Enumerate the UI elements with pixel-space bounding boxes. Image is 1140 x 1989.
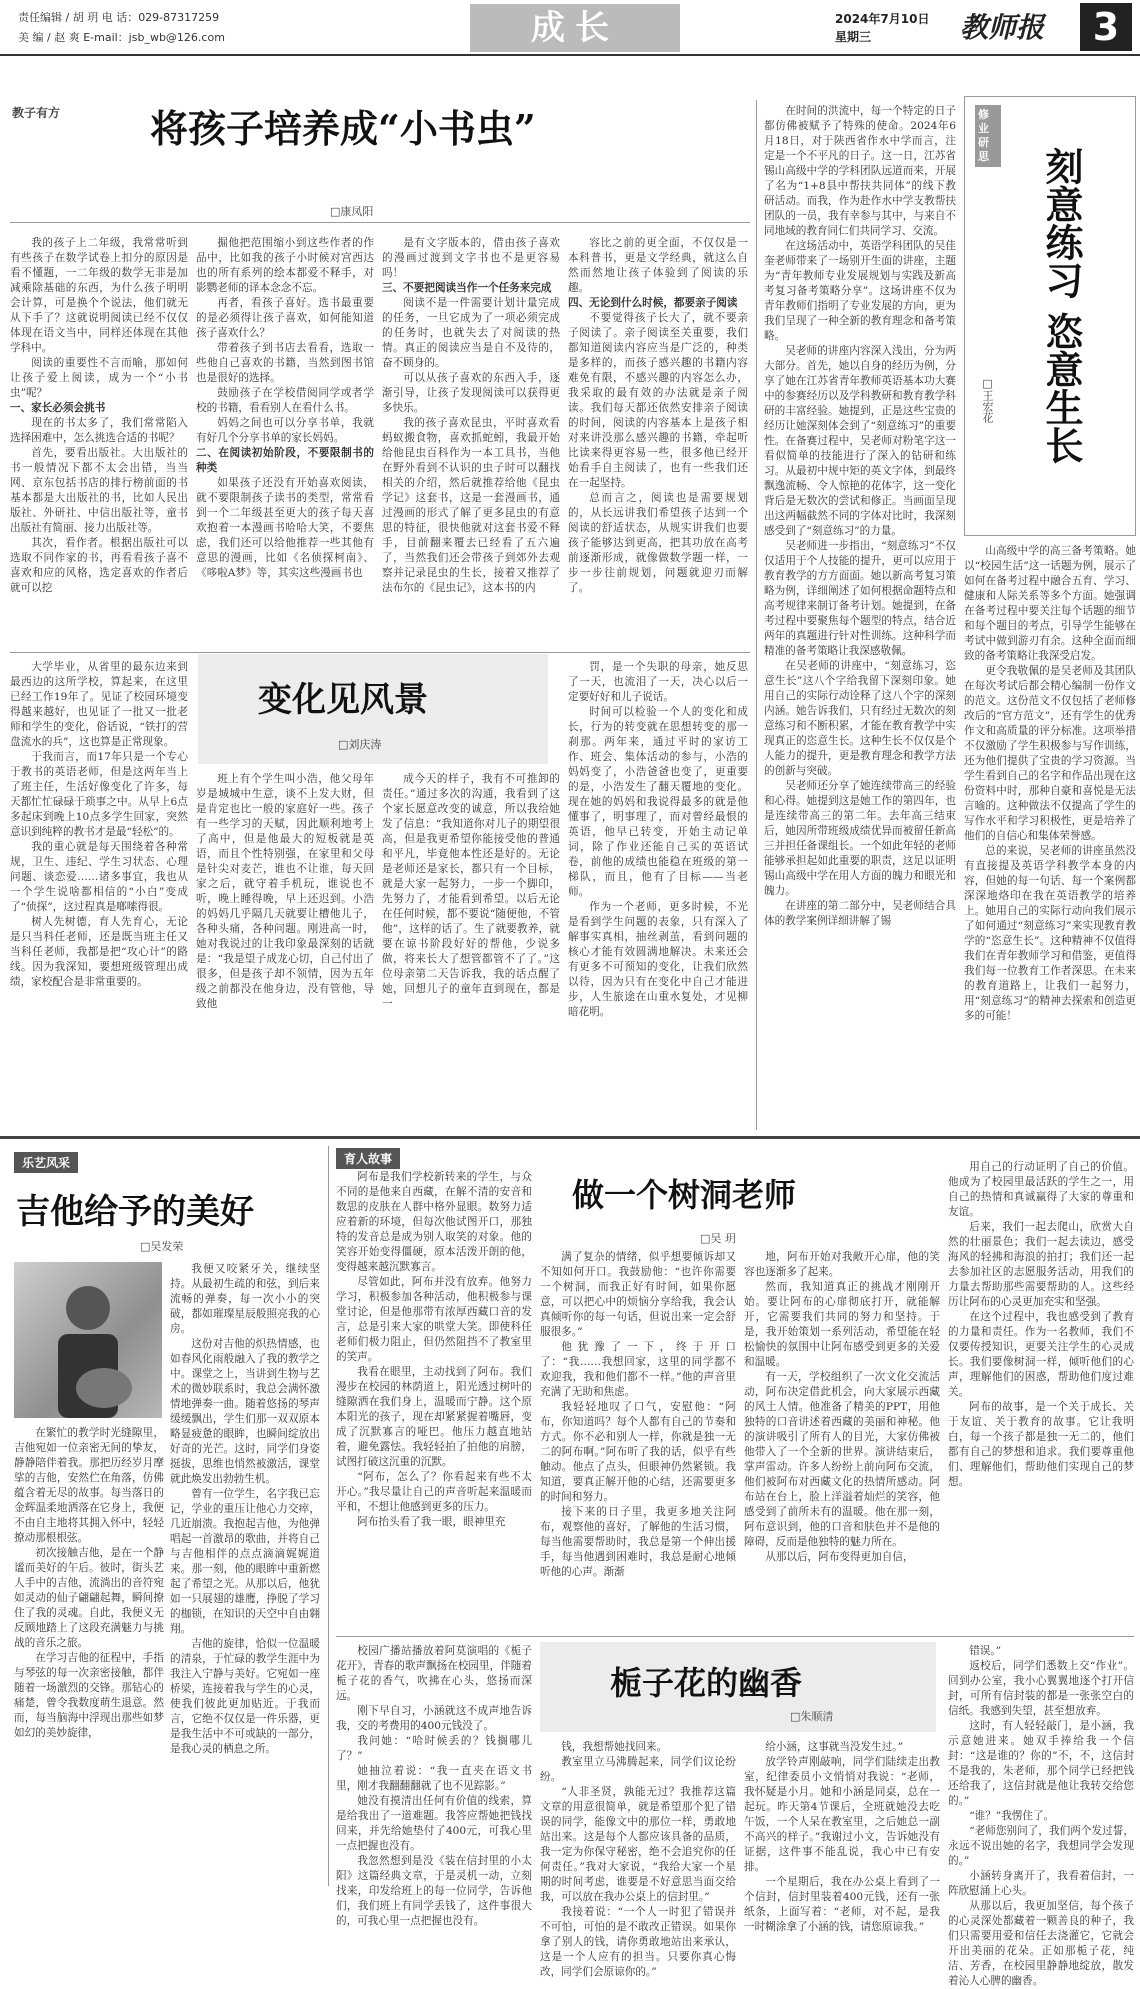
paragraph: 这份对吉他的炽热情感，也如春风化雨般融入了我的教学之中。课堂之上，当讲到生物与艺术的微妙联系时，我总会满怀激情地弹奏一曲。随着悠扬的琴声缓缓飘出，学生们那一双双原本略显疲惫的眼眸，也瞬间绽放出好奇的光芒。这时，同学们身姿挺拔，思维也悄然被激活，课堂就此焕发出勃勃生机。 — [170, 1338, 320, 1485]
a2-column-1 — [10, 660, 188, 1130]
column-tag-parenting: 教子有方 — [12, 106, 61, 120]
author-photo — [14, 1262, 162, 1418]
paragraph: 她抽泣着说：“我一直夹在语文书里，刚才我翻翻翻就了也不见踪影。” — [336, 1765, 532, 1792]
column-tag-study: 修业 研思 — [975, 105, 1001, 167]
paragraph: “谁？”我愣住了。 — [969, 1810, 1055, 1822]
paragraph: 我的重心就是每天围绕着各种常规，卫生、违纪、学生习状态、心理问题、谈恋爱……诸多事宜，我也从一个学生说啥都相信的“小白”变成了“侦探”，这过程真是啷嗦得很。 — [10, 841, 188, 913]
paragraph: 容比之前的更全面，不仅仅是一本科普书，更是文学经典，就这么自然而然地让孩子体验到了阅读的乐趣。 — [568, 237, 748, 294]
byline-wu-fa: □吴发荣 — [140, 1240, 184, 1253]
paragraph: 在这个过程中，我也感受到了教育的力量和责任。作为一名教师，我们不仅要传授知识，更要关注学生的心灵成长。我们要像树洞一样，倾听他们的心声，理解他们的困惑，帮助他们度过难关。 — [948, 1311, 1134, 1398]
a1-column-1 — [10, 236, 188, 646]
paragraph: 妈妈之间也可以分享书单，我就有好几个分享书单的家长妈妈。 — [196, 417, 374, 444]
paragraph: 然而，我知道真正的挑战才刚刚开始。要让阿布的心扉彻底打开，就能解开，它需要我们共同的努力和坚持。于是，我开始策划一系列活动，希望能在轻松愉快的氛围中让阿布感受到更多的关爱和温暖。 — [744, 1281, 940, 1368]
article-title-guitar: 吉他给予的美好 — [16, 1192, 254, 1232]
paragraph: 在这场活动中，英语学科团队的吴佳奎老师带来了一场别开生面的讲座，主题为“青年教师专业发展规划与实践及新高考复习备考策略分享”。这场讲座不仅为青年教师们指明了专业发展的方向，更为我们呈现了一种全新的教育理念和备考策略。 — [764, 240, 956, 342]
paragraph: 从那以后，我更加坚信，每个孩子的心灵深处都藏着一颗善良的种子，我们只需要用爱和信任去浇灌它，它就会开出美丽的花朵。正如那栀子花，纯洁、芳香，在校园里静静地绽放，散发着沁人心脾的幽香。 — [948, 1900, 1134, 1987]
paragraph: 吴老师还分享了她连续带高三的经验和心得。她提到这是她工作的第四年，也是连续带高三的第二年。去年高三结束后，她因所带班级成绩优异而被留任新高三并担任备课组长。一个如此年轻的老师能够承担起如此重要的职责，这足以证明锡山高级中学在用人方面的魄力和眼光和魄力。 — [764, 780, 956, 897]
paragraph: 阅读不是一件需要计划计量完成的任务，一旦它成为了一项必须完成的任务时，也就失去了对阅读的热情。真正的阅读应当是自不及待的，奋不顾身的。 — [382, 297, 560, 369]
paragraph: “人非圣贤，孰能无过？我推荐这篇文章的用意很简单，就是希望那个犯了错误的同学，能像文中的那位一样，勇敢地站出来。这是每个人都应该具备的品质，我一定为你保守秘密，绝不会追究你的任何责任。”我对大家说，“我给大家一个星期的时间考虑，谁要是不好意思当面交给我，可以放在我办公桌上的信封里。” — [540, 1786, 736, 1903]
section-separator — [0, 1136, 1140, 1139]
paragraph: 是有文字版本的，借由孩子喜欢的漫画过渡到文字书也不是更容易吗！ — [382, 237, 560, 279]
paragraph: 校园广播站播放着阿莫演唱的《栀子花开》，青春的歌声飘扬在校园里，伴随着栀子花的香气，吹拂在心头，悠扬而深远。 — [336, 1645, 532, 1702]
paragraph: 在讲座的第二部分中，吴老师结合具体的教学案例详细讲解了锡 — [764, 900, 956, 927]
paragraph: “阿布，怎么了？你看起来有些不太开心。”我尽量让自己的声音听起来温暖而平和，不想让他感到更多的压力。 — [336, 1471, 532, 1513]
a5-column-3 — [744, 1250, 940, 1630]
editor-line: 责任编辑 / 胡 玥 电 话：029-87317259 — [18, 11, 220, 24]
paragraph: 阿布是我们学校新转来的学生，与众不同的是他来自西藏，在解不清的安音和数思的皮肤在人群中格外显眼。数努力适应着新的环境，但每次他试图开口，那独特的发音总是成为别人取笑的对象。他的笑容开始变得僵硬，原本活泼开朗的他，变得越来越沉默寡言。 — [336, 1171, 532, 1273]
divider — [10, 222, 750, 223]
byline-liu: □刘庆涛 — [338, 738, 382, 751]
paragraph: 小涵转身离开了，我看着信封，一阵欣慰涌上心头。 — [948, 1870, 1134, 1897]
paragraph: 树人先树德，育人先育心，无论是只当科任老师，还是既当班主任又当科任老师，我都是把“攻心计”的路线。因为我深知，要想班级管理出成绩，家校配合是非常重要的。 — [10, 916, 188, 988]
paragraph: 吴老师的讲座内容深入浅出，分为两大部分。首先，她以自身的经历为例，分享了她在江苏省青年教师英语基本功大赛中的参赛经历以及学科教研和教育教学科研的丰富经验。她提到，正是这些宝贵的经历让她深刻体会到了“刻意练习”的重要性。在备赛过程中，吴老师对粉笔字这一看似简单的技能进行了深入的钻研和练习。从最初中规中矩的英文字体，到最终飘逸流畅、令人惊艳的花体字，这一变化背后是无数次的尝试和修正。当画面呈现出这两幅截然不同的字体对比时，我深刻感受到了“刻意练习”的力量。 — [764, 345, 956, 537]
a2-title-panel — [198, 654, 548, 764]
paragraph: 再者，看孩子喜好。选书最重要的是必须得让孩子喜欢，如何能知道孩子喜欢什么？ — [196, 297, 374, 339]
vertical-divider — [756, 100, 757, 1130]
a2-column-3 — [382, 772, 560, 1130]
paragraph: 班上有个学生叫小浩，他父母年岁是城城中生意，谈不上发大财，但是肯定也比一般的家庭好一些。孩子有一些学习的天赋，因此顺利地考上了高中，但是他最大的短板就是英语，而且个性特别强，在家里和父母是针尖对麦芒，谁也不让谁，每天回家之后，就守着手机玩，谁说也不听，晚上睡得晚，早上还迟到。小浩的妈妈几乎隔几天就要让槽他儿子，各种头痛，各种问题。刚进高一时，她对我说过的让我印象最深刻的话就是：“我是望子成龙心切，自己付出了很多，但是孩子却不领情，因为五年级之前都没在他身边，没有管他，导致他 — [196, 773, 374, 1010]
masthead-logo: 教师报 — [960, 11, 1045, 44]
article-title-bookworm: 将孩子培养成“小书虫” — [150, 106, 536, 151]
paragraph: 我轻轻地叹了口气，安慰他：“阿布，你知道吗？每个人都有自己的节奏和方式。你不必和别人一样，你就是独一无二的阿布啊。”阿布听了我的话，似乎有些触动。他点了点头，但眼神仍然紧锁。我知道，要真正解开他的心结，还需要更多的时间和努力。 — [540, 1401, 736, 1503]
paragraph: 从那以后，阿布变得更加自信， — [765, 1551, 914, 1563]
paragraph: 于我而言，而17年只是一个专心于教书的英语老师，但是这两年当上了班主任，生活好像变化了许多，每天都忙忙碌碌于琐事之中。从早上6点多起床到晚上10点多学生回家，突然意识到纯粹的教书才是最“轻松”的。 — [10, 751, 188, 838]
subheading: 三、不要把阅读当作一个任务来完成 — [382, 282, 552, 294]
column-tag-story: 育人故事 — [336, 1148, 400, 1169]
paragraph: 她没有摸清出任何有价值的线索，算是给我出了一道难题。我答应帮她把钱找回来，并先给她垫付了400元，可我心里一点把握也没有。 — [336, 1795, 532, 1852]
paragraph: 其次，看作者。根据出版社可以选取不同作家的书，再看看孩子喜不喜欢和应的风格，选定喜欢的作者后就可以挖 — [10, 537, 188, 594]
paragraph: 这时，有人轻轻敲门，是小涵，我示意她进来。她双手捧给我一个信封：“这是谁的？你的”不，不，这信封不是我的，朱老师，那个同学已经把钱还给我了，这信封就是他让我转交给您的。” — [948, 1720, 1134, 1807]
paragraph: 我看在眼里，主动找到了阿布。我们漫步在校园的林荫道上，阳光透过树叶的缝隙洒在我们身上，温暖而宁静。这个原本阳光的孩子，现在却紧紧握着嘴唇，变成了沉默寡言的哑巴。他压力越直地站着，避免露怯。我轻轻拍了拍他的肩膀，试图打破这沉重的沉默。 — [336, 1366, 532, 1468]
paragraph: 我的孩子喜欢昆虫，平时喜欢看蚂蚁搬食物，喜欢抓蛇蚓，我最开始给他昆虫百科作为一本工具书，当他在野外看到不认识的虫子时可以翻找相关的介绍，然后就推荐给他《昆虫学记》这套书，这是一套漫画书，通过漫画的形式了解了更多昆虫的有意思的特征，很快他就对这套书爱不释手，目前翻来覆去已经看了五六遍了，当然我们还会带孩子到郊外去观察并记录昆虫的生长，接着又推荐了法布尔的《昆虫记》，这本书的内 — [382, 417, 560, 594]
page-number: 3 — [1080, 3, 1132, 51]
a6-column-4 — [948, 1644, 1134, 1987]
paragraph: 我便又咬紧牙关，继续坚持。从最初生疏的和弦，到后来流畅的弹奏，每一次小小的突破，都如璀璨星辰般照亮我的心房。 — [170, 1263, 320, 1335]
paragraph: 总而言之，阅读也是需要规划的，从长远讲我们希望孩子达到一个阅读的舒适状态，从规实讲我们也要孩子能够达到更高，把其功放在高考前逐渐形成，就像做数学题一样，一步一步往前规划，问题就迎刃而解了。 — [568, 492, 748, 594]
a5-column-1 — [336, 1170, 532, 1630]
paragraph: 地，阿布开始对我敞开心扉，他的笑容也逐渐多了起来。 — [744, 1251, 940, 1278]
a1-column-2 — [196, 236, 374, 646]
paragraph: 可以从孩子喜欢的东西入手，逐渐引导，让孩子发现阅读可以获得更多快乐。 — [382, 372, 560, 414]
paragraph: 带着孩子到书店去看看，选取一些他自己喜欢的书籍，当然到图书馆也是很好的选择。 — [196, 342, 374, 384]
a3-column-1 — [764, 104, 956, 1130]
paragraph: 他犹豫了一下，终于开口了：“我……我想回家，这里的同学都不欢迎我，我和他们都不一样。”他的声音里充满了无助和焦虑。 — [540, 1341, 736, 1398]
a6-column-2 — [540, 1740, 736, 1978]
paragraph: 成今天的样子，我有不可推卸的责任。”通过多次的沟通，我看到了这个家长愿意改变的诚意，所以我给她发了信息：“我知道你对儿子的期望很高，但是我更希望你能接受他的普通和平凡，毕竟他本性还是好的。无论是老师还是家长，都只有一个目标，就是大家一起努力，一步一个脚印，先努力了，才能看到希望。以后无论在任何时候，都不要说“随便他，不管他”，这样的话了。生了就要教养，就要在谅书阶段好好的帮他，少说多做，将来长大了想管都管不了了。”这位母亲第二天告诉我，我的话点醒了她，回想儿子的童年直到现在，都是一 — [382, 773, 560, 1010]
subheading: 一、家长必须会挑书 — [10, 402, 106, 414]
a3-title-box — [964, 96, 1136, 536]
paragraph: 如果孩子还没有开始喜欢阅读，就不要限制孩子读书的类型，常常看到一个二年级甚至更大的孩子每天喜欢抱着一本漫画书哈哈大笑，不要焦虑，我们还可以给他推荐一些其他有意思的漫画，比如《名侦探柯南》、《哆啦A梦》等，其实这些漫画书也 — [196, 477, 374, 579]
paragraph: 用自己的行动证明了自己的价值。他成为了校园里最活跃的学生之一，用自己的热情和真诚赢得了大家的尊重和友谊。 — [948, 1161, 1134, 1218]
guitarist-icon — [14, 1262, 162, 1418]
paragraph: 放学铃声刚敲响，同学们陆续走出教室，纪律委员小文悄悄对我说：“老师，我怀疑是小月。她和小涵是同桌，总在一起玩。昨天第4节课后，全班就她没去吃午饭，一个人呆在教室里，之后她总一副不高兴的样子。”我谢过小文，告诉她没有证据，这件事不能乱说，我心中已有安排。 — [744, 1756, 940, 1873]
paragraph: 在繁忙的教学时光缝隙里，吉他宛如一位亲密无间的挚友，静静陪伴着我。那把历经岁月摩挲的吉他，安然伫在角落，仿佛蕴含着无尽的故事。每当落日的金辉温柔地洒落在它身上，我便不由自主地将其拥入怀中，轻轻撩动那根根弦。 — [14, 1427, 164, 1544]
paragraph: 教室里立马沸腾起来，同学们议论纷纷。 — [540, 1756, 736, 1783]
a5-column-4 — [948, 1160, 1134, 1630]
paragraph: 阿布抬头看了我一眼，眼神里充 — [357, 1516, 506, 1528]
paragraph: 返校后，同学们悉数上交“作业”。回到办公室，我小心翼翼地逐个打开信封，可所有信封装的都是一张张空白的信纸。我感到失望，甚至想放弃。 — [948, 1660, 1134, 1717]
editor-info — [18, 8, 225, 48]
paragraph: 我接着说：“一个人一时犯了错误并不可怕，可怕的是不敢改正错误。如果你拿了别人的钱，请你勇敢地站出来承认，这是一个人应有的担当。只要你真心悔改，同学们会原谅你的。” — [540, 1906, 736, 1978]
a1-column-4 — [568, 236, 748, 646]
page-header — [0, 0, 1140, 56]
date-text: 2024年7月10日 — [835, 12, 930, 26]
a2-column-2 — [196, 772, 374, 1130]
a3-column-2 — [964, 544, 1136, 1130]
paragraph: 鼓励孩子在学校借阅同学或者学校的书籍，看看别人在看什么书。 — [196, 387, 374, 414]
column-tag-music: 乐艺风采 — [14, 1152, 78, 1173]
article-title-practice: 刻意练习 恣意生长 — [1039, 147, 1084, 465]
paragraph: 在时间的洪流中，每一个特定的日子都仿佛被赋予了特殊的使命。2024年6月18日，对于陕西省作水中学而言，注定是一个不平凡的日子。这一日，江苏省锡山高级中学的学科团队远道而来，开展了名为“1+8县中帮扶共同体”的线下教研活动。而我，作为赴作水中学支教帮扶团队的一员，我有幸参与其中，与来自不同地域的教育同仁们共同学习、交流。 — [764, 105, 956, 237]
byline-wu-yue: □吴 玥 — [700, 1232, 736, 1245]
paragraph: 后来，我们一起去爬山，欣赏大自然的壮丽景色；我们一起去读边，感受海风的轻拂和海浪的拍打；我们还一起去参加社区的志愿服务活动，用我们的力量去帮助那些需要帮助的人。这些经历让阿布的心灵更加充实和坚强。 — [948, 1221, 1134, 1308]
subheading: 二、在阅读初始阶段，不要限制书的种类 — [196, 447, 374, 474]
paragraph: 给小涵，这事就当没发生过。” — [765, 1741, 904, 1753]
a6-column-3 — [744, 1740, 940, 1933]
paragraph: 大学毕业，从省里的最东边来到最西边的这所学校，算起来，在这里已经工作19年了。见证了校园环境变得越来越好，也见证了一批又一批老师和学生的变化，俗话说，“铁打的营盘流水的兵”，这也算是正常现象。 — [10, 661, 188, 748]
paragraph: 接下来的日子里，我更多地关注阿布，观察他的喜好，了解他的生活习惯，每当他需要帮助时，我总是第一个伸出援手，每当他遇到困难时，我总是耐心地倾听他的心声。渐渐 — [540, 1506, 736, 1578]
a4-column-2 — [170, 1262, 320, 1886]
paragraph: 吉他的旋律，恰似一位温暖的清泉，于忙碌的教学生涯中为我注入宁静与美好。它宛如一座桥梁，连接着我与学生的心灵，使我们彼此更加贴近。于我而言，它绝不仅仅是一件乐器，更是我生活中不可或缺的一部分，是我心灵的栖息之所。 — [170, 1638, 320, 1755]
issue-date — [835, 10, 929, 46]
paragraph: 作为一个老师，更多时候，不光是看到学生问题的表象，只有深入了解事实真相，抽丝剥茧，看到问题的核心才能有效圆满地解决。未来还会有更多不可预知的变化，让我们欣然以待，因为只有在变化中自己才能进步，人生旅途在山重水复处，才见柳暗花明。 — [568, 901, 748, 1018]
byline-wang: □王宏花 — [981, 377, 994, 423]
paragraph: 罚，是一个失职的母亲，她反思了一天，也流泪了一天，决心以后一定要好好和儿子说话。 — [568, 661, 748, 703]
paragraph: 尽管如此，阿布并没有放弃。他努力学习，积极参加各种活动，他积极参与课堂讨论，但是他那带有浓厚西藏口音的发言，总是引来大家的哄堂大笑。即使科任老师们极力阻止，但仍然阻挡不了教室里的笑声。 — [336, 1276, 532, 1363]
paragraph: 在学习吉他的征程中，手指与琴弦的每一次亲密接触，都伴随着一场激烈的交锋。那钻心的痛楚，曾令我数度萌生退意。然而，每当脑海中浮现出那些如梦如幻的美妙旋律， — [14, 1652, 164, 1739]
byline-zhu: □朱顺清 — [790, 1710, 834, 1723]
paragraph: 钱，我想帮她找回来。 — [561, 1741, 668, 1753]
paragraph: “老师您别问了，我们两个发过誓，永远不说出她的名字，我想同学会发现的。” — [948, 1825, 1134, 1867]
a5-column-2 — [540, 1250, 736, 1630]
paragraph: 阅读的重要性不言而喻，那如何让孩子爱上阅读，成为一个“小书虫”呢？ — [10, 357, 188, 399]
paragraph: 刚下早自习，小涵就这不成声地告诉我，交的考费用的400元钱没了。 — [336, 1705, 532, 1732]
paragraph: 曾有一位学生，名字我已忘记，学业的重压让他心力交瘁，几近崩溃。我抱起吉他，为他弹唱起一首激昂的歌曲，并将自己与吉他相伴的点点滴滴娓娓道来。那一刻，他的眼眸中重新燃起了希望之光。从那以后，他犹如一只展翅的雄鹰，挣脱了学习的枷锁，在知识的天空中自由翱翔。 — [170, 1488, 320, 1635]
a6-title-panel — [540, 1642, 936, 1732]
section-title: 成长 — [470, 4, 680, 52]
paragraph: 时间可以检验一个人的变化和成长，行为的转变就在思想转变的那一刹那。两年来，通过平时的家访工作、班会、集体活动的参与，小浩的妈妈变了，小浩爸爸也变了，更重要的是，小浩发生了翻天覆地的变化。现在她的妈妈和我说得最多的就是他懂事了，明事理了，而对曾经最恨的英语，他早已转变，开始主动记单词，除了作业还能自己买的英语试卷，前他的成绩也能稳在班级的第一梯队，而且，他有了目标——当老师。 — [568, 706, 748, 898]
paragraph: 阿布的故事，是一个关于成长、关于友谊、关于教育的故事。它让我明白，每一个孩子都是独一无二的，他们都有自己的梦想和追求。我们要尊重他们、理解他们，帮助他们实现自己的梦想。 — [948, 1401, 1134, 1488]
paragraph: 总的来说，吴老师的讲座虽然没有直接提及英语学科教学本身的内容，但她的每一句话、每一个案例都深深地烙印在我在英语教学的培养上。她用自己的实际行动向我们展示了如何通过“刻意练习”来实现教育教学的“恣意生长”。这种精神不仅值得我们在青年教师学习和借鉴，更值得我们每一位教育工作者深思。在未来的教育道路上，让我们一起努力，用“刻意练习”的精神去探索和创造更多的可能！ — [964, 845, 1136, 1022]
a1-column-3 — [382, 236, 560, 646]
paragraph: 我的孩子上二年级，我常常听到有些孩子在数学试卷上扣分的原因是看不懂题，一二年级的数学无非是加减乘除基础的东西，为什么孩子明明会计算，可是换个个说法，他们就无从下手了？这就说明阅读已经不仅仅体现在语文当中，同样还体现在其他学科中。 — [10, 237, 188, 354]
subheading: 四、无论到什么时候，都要亲子阅读 — [568, 297, 738, 309]
article-title-gardenia: 栀子花的幽香 — [610, 1664, 803, 1702]
paragraph: 不要觉得孩子长大了，就不要亲子阅读了。亲子阅读至关重要，我们都知道阅读内容应当是广泛的，种类是多样的，而孩子感兴趣的书籍内容难免有限，不感兴趣的内容怎么办，我采取的最有效的办法就是亲子阅读。我们每天都还依然安排亲子阅读的时间，阅读的内容基本上是孩子相对来讲没那么感兴趣的书籍，牵起听比读来得更容易一些，很多他已经开始看手自主阅读了，也有一些我们还在一起坚持。 — [568, 312, 748, 489]
vertical-divider — [328, 1146, 329, 1886]
a2-column-4 — [568, 660, 748, 1130]
paragraph: 山高级中学的高三备考策略。她以“校园生活”这一话题为例，展示了如何在备考过程中融合五育、学习、健康和人际关系等多个方面。她强调在备考过程中要关注每个话题的细节和每个题目的考点，引导学生能够在考试中做到游刃有余。这种全面而细致的备考策略让我深受启发。 — [964, 545, 1136, 662]
a4-column-1 — [14, 1426, 164, 1886]
designer-line: 美 编 / 赵 爽 E-mail：jsb_wb@126.com — [18, 31, 225, 44]
paragraph: 在吴老师的讲座中，“刻意练习，恣意生长”这八个字给我留下深刻印象。她用自己的实际行动诠释了这八个字的深刻内涵。她告诉我们，只有经过无数次的刻意练习和不断积累，才能在教育教学中实现真正的恣意生长。这种生长不仅仅是个人能力的提升，更是教育理念和教学方法的创新与突破。 — [764, 660, 956, 777]
article-title-change: 变化见风景 — [258, 680, 428, 720]
paragraph: 掘他把范围缩小到这些作者的作品中，比如我的孩子小时候对宫西达也的所有系列的绘本都爱不释手，对影鹦老师的译本念念不忘。 — [196, 237, 374, 294]
paragraph: 一个星期后，我在办公桌上看到了一个信封，信封里装着400元钱，还有一张纸条，上面写着：“老师，对不起，是我一时糊涂拿了小涵的钱，请您原谅我。” — [744, 1876, 940, 1933]
paragraph: 吴老师进一步指出，“刻意练习”不仅仅适用于个人技能的提升，更可以应用于教育教学的方方面面。她以新高考复习策略为例，详细阐述了如何根据命题特点和高考规律来制订备考计划。她提到，在备考过程中要聚焦每个题型的特点，结合近两年的真题进行针对性训练。这种科学而精准的备考策略让我深感敬佩。 — [764, 540, 956, 657]
paragraph: 初次接触吉他，是在一个静谧而美好的午后。彼时，街头艺人手中的吉他，流淌出的音符宛如灵动的仙子翩翩起舞，瞬间撩住了我的灵魂。自此，我便义无反顾地踏上了这段充满魅力与挑战的音乐之旅。 — [14, 1547, 164, 1649]
byline-kang: □康凤阳 — [330, 205, 374, 218]
divider — [10, 652, 750, 653]
paragraph: 更令我敬佩的是吴老师及其团队在每次考试后都会精心编制一份作文的范文。这份范文不仅包括了老师修改后的“官方范文”，还有学生的优秀作文和高质量的评分标准。这项举措不仅激励了学生积极参与写作训练，还为他们提供了宝贵的学习资源。当学生看到自己的名字和作品出现在这份资料中时，那种自豪和喜悦是无法言喻的。这种做法不仅提高了学生的写作水平和学习积极性，更是培养了他们的自信心和集体荣誉感。 — [964, 665, 1136, 842]
paragraph: 我问她：“哈时候丢的？钱搁哪儿了？” — [336, 1735, 532, 1762]
paragraph: 现在的书太多了，我们常常陷入选择困难中，怎么挑选合适的书呢？ — [10, 417, 188, 444]
paragraph: 错误。” — [969, 1645, 1002, 1657]
paragraph: 有一天，学校组织了一次文化交流活动，阿布决定借此机会，向大家展示西藏的风土人情。他准备了精美的PPT，用他独特的口音讲述着西藏的美丽和神秘。他的演讲吸引了所有人的目光，大家仿佛被他带入了一个全新的世界。演讲结束后，掌声雷动。许多人纷纷上前向阿布交流，他们被阿布对西藏文化的热情所感动。阿布站在台上，脸上洋溢着灿烂的笑容，他感受到了前所未有的温暖。他在那一刻，阿布意识到，他的口音和肤色并不是他的障碍，反而是他独特的魅力所在。 — [744, 1371, 940, 1548]
paragraph: 我忽然想到是没《装在信封里的小太阳》这篇经典文章，于是灵机一动，立刻找来，印发给班上的每一位同学，告诉他们，我们班上有同学丢钱了，这件事很大的，可我心里一点把握也没有。 — [336, 1855, 532, 1927]
divider — [336, 1636, 1134, 1637]
article-title-tree-hole: 做一个树洞老师 — [572, 1176, 797, 1214]
a6-column-1 — [336, 1644, 532, 1927]
paragraph: 满了复杂的情绪，似乎想要倾诉却又不知如何开口。我鼓励他：“也许你需要一个树洞，而我正好有时间，如果你愿意，可以把心中的烦恼分享给我，我会认真倾听你的每一句话，但说出来一定会舒服很多。” — [540, 1251, 736, 1338]
paragraph: 首先，要看出版社。大出版社的书一般情况下都不太会出错，当当网、京东包括书店的排行榜前面的书基本都是大出版社的书，比如人民出版社、外研社、中信出版社等，童书出版社有简丽、接力出版社等。 — [10, 447, 188, 534]
weekday-text: 星期三 — [835, 30, 872, 44]
